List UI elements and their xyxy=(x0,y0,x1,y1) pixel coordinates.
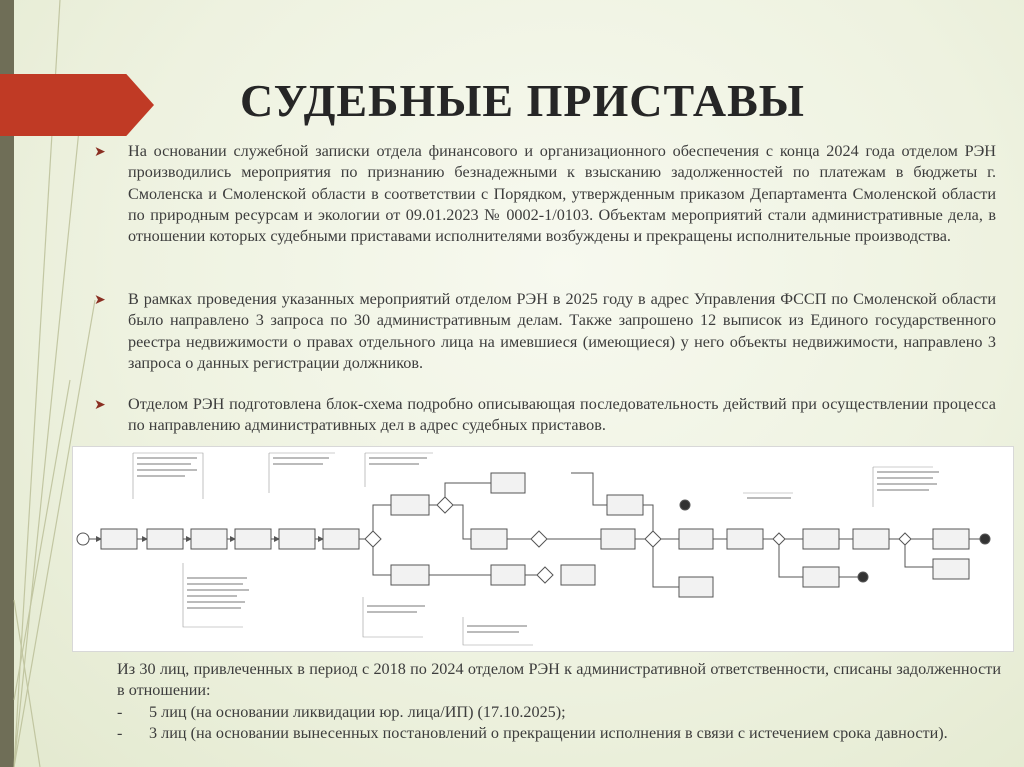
arrow-bullet-icon: ➤ xyxy=(94,145,106,160)
paragraph-3-text: Отделом РЭН подготовлена блок-схема подробно описывающая последовательность действий при осуществлении процесса по направлению административных дел в адрес судебных приставов. xyxy=(128,395,996,435)
process-flowchart xyxy=(72,446,1014,652)
title-accent-arrow xyxy=(0,74,154,136)
flowchart-graphic xyxy=(73,447,1013,651)
list-item xyxy=(117,723,1001,744)
list-item-text: 5 лиц (на основании ликвидации юр. лица/ИП) (17.10.2025); xyxy=(149,702,566,721)
arrow-bullet-icon: ➤ xyxy=(94,293,106,308)
paragraph-2 xyxy=(94,289,996,374)
list-item xyxy=(117,702,1001,723)
list-dash: - xyxy=(117,723,123,742)
paragraph-3 xyxy=(94,394,996,437)
slide-title: СУДЕБНЫЕ ПРИСТАВЫ xyxy=(240,75,805,126)
summary-intro: Из 30 лиц, привлеченных в период с 2018 по 2024 отделом РЭН к административной ответственности, списаны задолженности в отношении: xyxy=(117,660,1001,700)
paragraph-1 xyxy=(94,141,996,247)
list-dash: - xyxy=(117,702,123,721)
arrow-bullet-icon: ➤ xyxy=(94,398,106,413)
paragraph-2-text: В рамках проведения указанных мероприятий отделом РЭН в 2025 году в адрес Управления ФССП по Смоленской области было направлено 3 запроса по 30 административным делам. Также запрошено 12 выписок из Единого государственного реестра недвижимости о правах отдельного лица на имевшиеся (имеющиеся) у него объекты недвижимости, направлено 3 запроса о данных регистрации должников. xyxy=(128,290,996,372)
list-item-text: 3 лиц (на основании вынесенных постановлений о прекращении исполнения в связи с истечением срока давности). xyxy=(149,723,948,742)
paragraph-1-text: На основании служебной записки отдела финансового и организационного обеспечения с конца 2024 года отделом РЭН производились мероприятия по признанию безнадежными к взысканию задолженностей по платежам в бюджеты г. Смоленска и Смоленской области в соответствии с Порядком, утвержденным приказом Департамента Смоленской области по природным ресурсам и экологии от 09.01.2023 № 0002-1/0103. Объектам мероприятий стали административные дела, в отношении которых судебными приставами исполнителями возбуждены и прекращены исполнительные производства. xyxy=(128,142,996,246)
summary-block xyxy=(117,659,1001,744)
